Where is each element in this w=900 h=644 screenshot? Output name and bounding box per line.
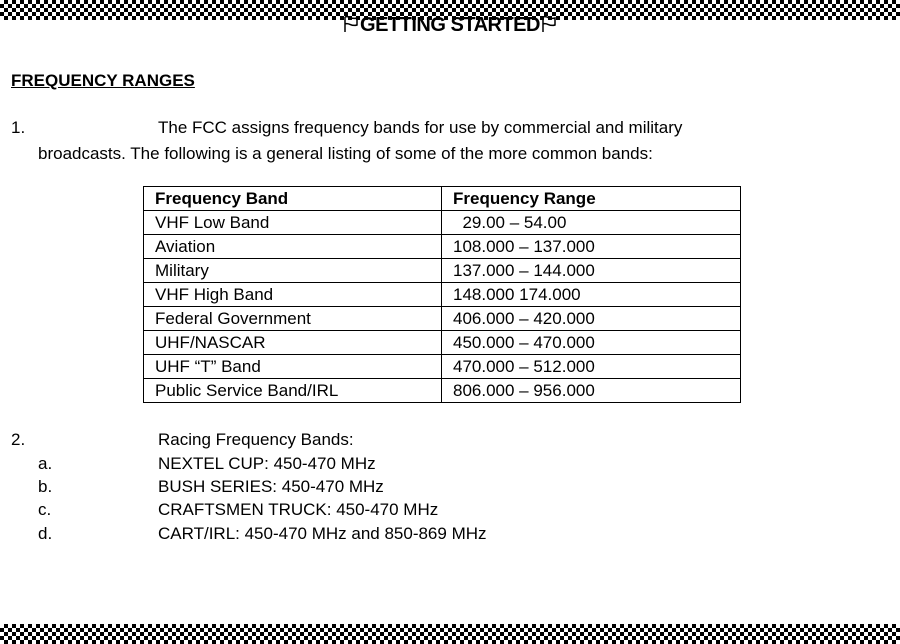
range-cell: 470.000 – 512.000	[442, 355, 741, 379]
table-row	[144, 355, 741, 379]
sub-list-letter: b.	[38, 477, 53, 496]
table-header-row	[144, 187, 741, 211]
table-row	[144, 331, 741, 355]
sub-list-letter: d.	[38, 524, 53, 543]
band-cell: Aviation	[144, 235, 442, 259]
paragraph-line: broadcasts. The following is a general listing of some of the more common bands:	[38, 144, 653, 163]
flag-icon	[540, 15, 558, 39]
table-row	[144, 379, 741, 403]
band-cell: Public Service Band/IRL	[144, 379, 442, 403]
checkered-border-bottom	[0, 624, 900, 644]
page-title: GETTING STARTED	[0, 14, 900, 39]
table-row	[144, 283, 741, 307]
range-cell: 148.000 174.000	[442, 283, 741, 307]
sub-list-letter: c.	[38, 500, 52, 519]
list-number: 1.	[11, 118, 26, 137]
band-cell: VHF Low Band	[144, 211, 442, 235]
table-row	[144, 259, 741, 283]
section-heading: FREQUENCY RANGES	[11, 71, 195, 90]
list-text: Racing Frequency Bands:	[158, 430, 354, 449]
sub-list-text: CART/IRL: 450-470 MHz and 850-869 MHz	[158, 524, 487, 543]
range-cell: 450.000 – 470.000	[442, 331, 741, 355]
range-cell: 137.000 – 144.000	[442, 259, 741, 283]
table-row	[144, 235, 741, 259]
table-row	[144, 211, 741, 235]
sub-list-text: CRAFTSMEN TRUCK: 450-470 MHz	[158, 500, 439, 519]
sub-list-letter: a.	[38, 454, 53, 473]
sub-list-text: BUSH SERIES: 450-470 MHz	[158, 477, 384, 496]
band-cell: VHF High Band	[144, 283, 442, 307]
column-header-band: Frequency Band	[144, 187, 442, 211]
column-header-range: Frequency Range	[442, 187, 741, 211]
list-number: 2.	[11, 430, 26, 449]
sub-list-text: NEXTEL CUP: 450-470 MHz	[158, 454, 376, 473]
frequency-table	[143, 186, 741, 403]
flag-icon	[342, 15, 360, 39]
range-cell: 406.000 – 420.000	[442, 307, 741, 331]
range-cell: 806.000 – 956.000	[442, 379, 741, 403]
table-row	[144, 307, 741, 331]
band-cell: Military	[144, 259, 442, 283]
band-cell: Federal Government	[144, 307, 442, 331]
range-cell: 29.00 – 54.00	[442, 211, 741, 235]
band-cell: UHF/NASCAR	[144, 331, 442, 355]
range-cell: 108.000 – 137.000	[442, 235, 741, 259]
paragraph-line: The FCC assigns frequency bands for use by commercial and military	[158, 118, 683, 137]
band-cell: UHF “T” Band	[144, 355, 442, 379]
